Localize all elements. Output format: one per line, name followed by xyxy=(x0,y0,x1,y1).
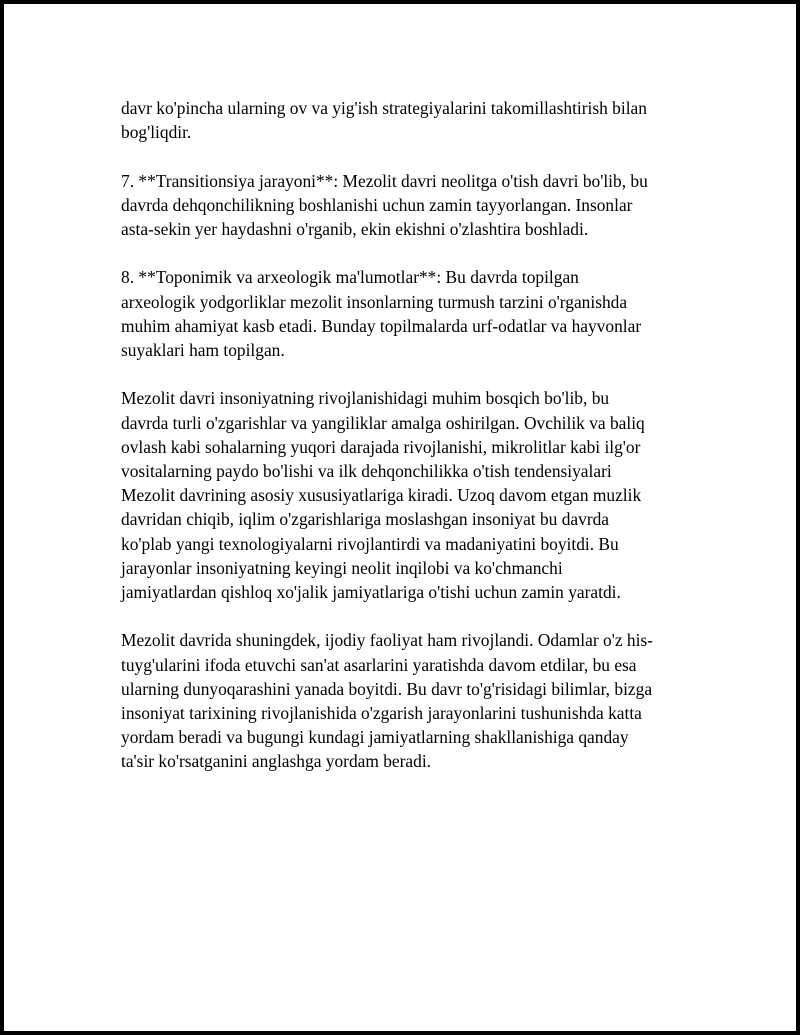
text-line: yordam beradi va bugungi kundagi jamiyatlarning shakllanishiga qanday xyxy=(121,727,629,748)
text-line: jamiyatlardan qishloq xo'jalik jamiyatlariga o'tishi uchun zamin yaratdi. xyxy=(121,582,621,603)
text-line: muhim ahamiyat kasb etadi. Bunday topilmalarda urf-odatlar va hayvonlar xyxy=(121,315,642,336)
text-line: ko'plab yangi texnologiyalarni rivojlantirdi va madaniyatini boyitdi. Bu xyxy=(121,533,619,554)
paragraph-continuation xyxy=(121,96,696,144)
text-line: Mezolit davrida shuningdek, ijodiy faoliyat ham rivojlandi. Odamlar o'z his- xyxy=(121,630,653,651)
text-line: davrda dehqonchilikning boshlanishi uchun zamin tayyorlangan. Insonlar xyxy=(121,194,633,215)
paragraph-conclusion xyxy=(121,628,696,773)
text-line: arxeologik yodgorliklar mezolit insonlarning turmush tarzini o'rganishda xyxy=(121,291,628,312)
paragraph-item-7 xyxy=(121,169,696,242)
text-line: ovlash kabi sohalarning yuqori darajada rivojlanishi, mikrolitlar kabi ilg'or xyxy=(121,436,641,457)
text-line: 7. **Transitionsiya jarayoni**: Mezolit davri neolitga o'tish davri bo'lib, bu xyxy=(121,170,648,191)
text-line: ta'sir ko'rsatganini anglashga yordam beradi. xyxy=(121,751,432,772)
text-line: 8. **Toponimik va arxeologik ma'lumotlar**: Bu davrda topilgan xyxy=(121,267,579,288)
text-line: ularning dunyoqarashini yanada boyitdi. Bu davr to'g'risidagi bilimlar, bizga xyxy=(121,678,653,699)
text-line: bog'liqdir. xyxy=(121,122,192,143)
text-line: davridan chiqib, iqlim o'zgarishlariga moslashgan insoniyat bu davrda xyxy=(121,509,610,530)
text-line: suyaklari ham topilgan. xyxy=(121,340,285,360)
text-line: Mezolit davrining asosiy xususiyatlariga kiradi. Uzoq davom etgan muzlik xyxy=(121,485,642,506)
paragraph-item-8 xyxy=(121,265,696,362)
paragraph-summary xyxy=(121,386,696,604)
document-body xyxy=(121,96,696,798)
text-line: tuyg'ularini ifoda etuvchi san'at asarlarini yaratishda davom etdilar, bu esa xyxy=(121,654,637,675)
text-line: Mezolit davri insoniyatning rivojlanishidagi muhim bosqich bo'lib, bu xyxy=(121,388,610,409)
text-line: davrda turli o'zgarishlar va yangiliklar amalga oshirilgan. Ovchilik va baliq xyxy=(121,412,645,433)
text-line: vositalarning paydo bo'lishi va ilk dehqonchilikka o'tish tendensiyalari xyxy=(121,461,612,481)
text-line: asta-sekin yer haydashni o'rganib, ekin ekishni o'zlashtira boshladi. xyxy=(121,219,589,239)
text-line: davr ko'pincha ularning ov va yig'ish strategiyalarini takomillashtirish bilan xyxy=(121,98,647,118)
text-line: insoniyat tarixining rivojlanishida o'zgarish jarayonlarini tushunishda katta xyxy=(121,703,642,724)
text-line: jarayonlar insoniyatning keyingi neolit inqilobi va ko'chmanchi xyxy=(121,557,563,578)
